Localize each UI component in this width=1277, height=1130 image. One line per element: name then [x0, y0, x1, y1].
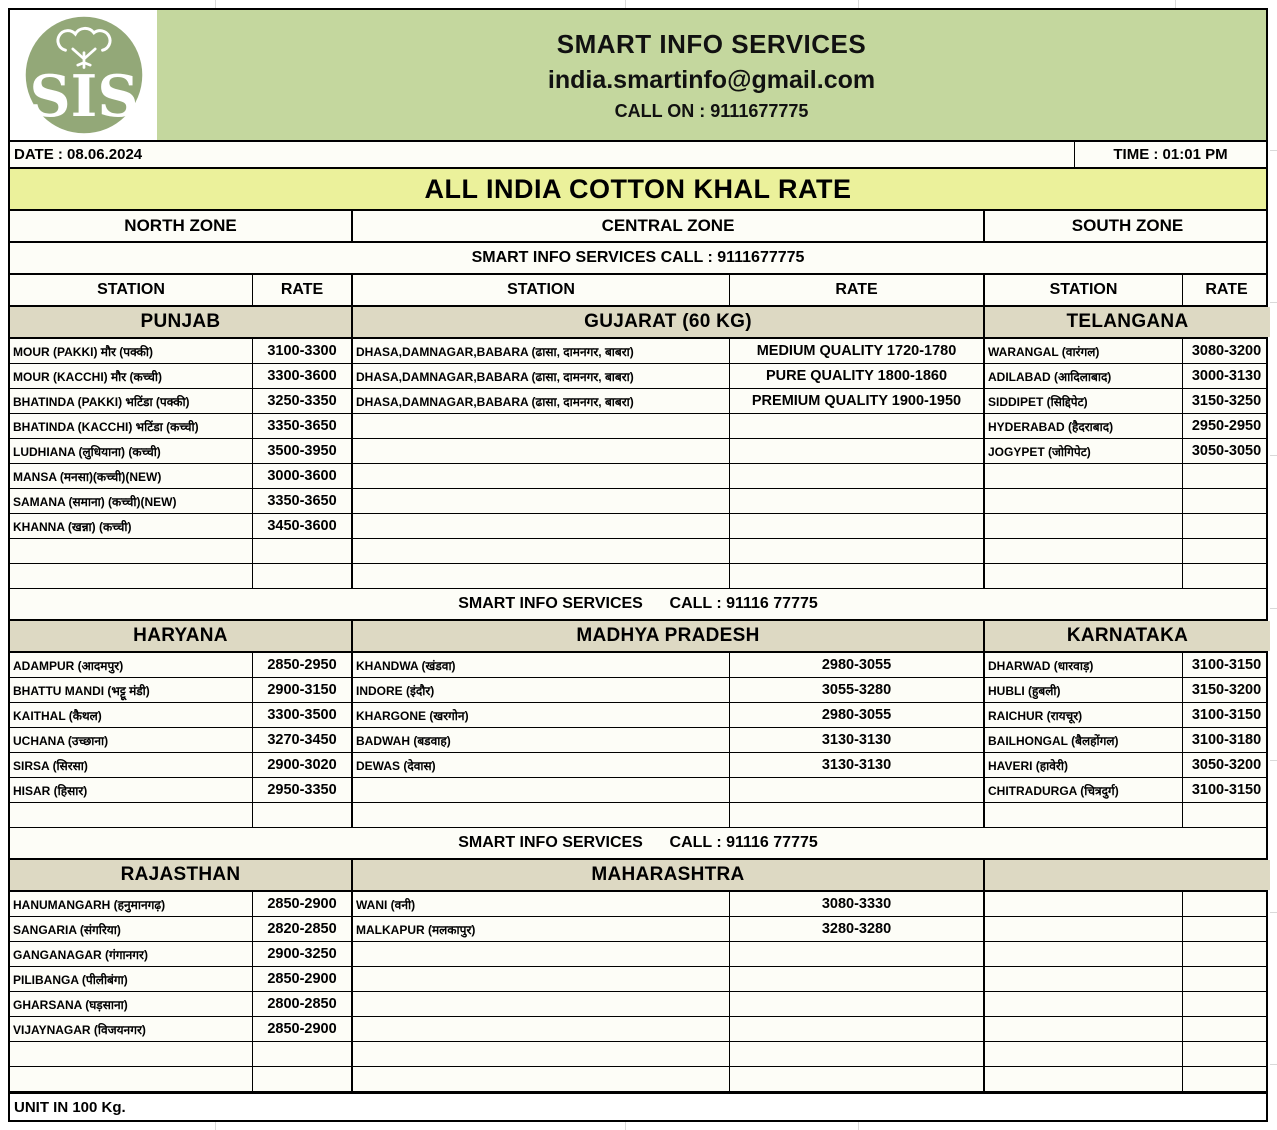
- rate-cell: [729, 803, 983, 827]
- rate-cell: 2950-3350: [252, 778, 351, 802]
- table-row: [10, 1067, 1266, 1092]
- section-title: PUNJAB: [10, 307, 351, 337]
- section-title: GUJARAT (60 KG): [351, 307, 983, 337]
- rate-cell: 3100-3150: [1182, 653, 1270, 677]
- section-header-row: [10, 621, 1266, 653]
- station-cell: KHANNA (खन्ना) (कच्ची): [13, 519, 132, 534]
- station-cell: DEWAS (देवास): [351, 753, 729, 777]
- rate-cell: [1182, 892, 1270, 916]
- rate-cell: [729, 1067, 983, 1091]
- company-banner: [10, 10, 1266, 142]
- station-cell: SAMANA (समाना) (कच्ची)(NEW): [13, 494, 177, 509]
- rate-cell: MEDIUM QUALITY 1720-1780: [729, 339, 983, 363]
- rate-cell: [729, 564, 983, 588]
- section-title: TELANGANA: [983, 307, 1270, 337]
- station-cell: [351, 564, 729, 588]
- station-cell: HUBLI (हुबली): [983, 678, 1182, 702]
- station-cell: [983, 514, 1182, 538]
- station-cell: INDORE (इंदौर): [351, 678, 729, 702]
- station-cell: DHARWAD (धारवाड़): [983, 653, 1182, 677]
- col-header-station: STATION: [97, 281, 165, 298]
- rate-cell: 3080-3330: [729, 892, 983, 916]
- rate-cell: 3350-3650: [252, 414, 351, 438]
- station-cell: [983, 464, 1182, 488]
- services-call-banner: SMART INFO SERVICES CALL : 91116 77775: [10, 589, 1266, 621]
- rate-cell: 3050-3050: [1182, 439, 1270, 463]
- company-email: india.smartinfo@gmail.com: [547, 65, 876, 94]
- rate-cell: [252, 803, 351, 827]
- station-cell: BADWAH (बडवाह): [351, 728, 729, 752]
- time-label: TIME : 01:01 PM: [1074, 142, 1266, 167]
- rate-cell: 3130-3130: [729, 753, 983, 777]
- col-header-station: STATION: [351, 275, 729, 305]
- rate-cell: [1182, 992, 1270, 1016]
- rate-cell: [1182, 803, 1270, 827]
- table-row: [10, 917, 1266, 942]
- company-phone: CALL ON : 9111677775: [614, 100, 809, 121]
- rate-cell: PREMIUM QUALITY 1900-1950: [729, 389, 983, 413]
- rate-cell: 3300-3500: [252, 703, 351, 727]
- station-cell: [10, 1067, 252, 1091]
- station-cell: DHASA,DAMNAGAR,BABARA (ढासा, दामनगर, बाबरा): [351, 389, 729, 413]
- table-row: [10, 489, 1266, 514]
- rate-cell: 3100-3150: [1182, 703, 1270, 727]
- station-cell: [351, 414, 729, 438]
- zone-north: NORTH ZONE: [124, 216, 237, 235]
- table-row: [10, 992, 1266, 1017]
- section-title: HARYANA: [10, 621, 351, 651]
- station-cell: MANSA (मनसा)(कच्ची)(NEW): [13, 469, 162, 484]
- station-cell: MOUR (PAKKI) मौर (पक्की): [13, 344, 153, 359]
- rate-cell: 3055-3280: [729, 678, 983, 702]
- rate-cell: [252, 539, 351, 563]
- station-cell: MOUR (KACCHI) मौर (कच्ची): [13, 369, 162, 384]
- station-cell: [351, 489, 729, 513]
- table-row: [10, 703, 1266, 728]
- section-title: KARNATAKA: [983, 621, 1270, 651]
- rate-cell: 3000-3130: [1182, 364, 1270, 388]
- table-row: [10, 967, 1266, 992]
- column-header-row: [10, 275, 1266, 307]
- zone-header-row: [10, 211, 1266, 243]
- rate-cell: 3300-3600: [252, 364, 351, 388]
- rate-cell: 3100-3150: [1182, 778, 1270, 802]
- station-cell: SIRSA (सिरसा): [13, 758, 88, 773]
- station-cell: CHITRADURGA (चित्रदुर्ग): [983, 778, 1182, 802]
- station-cell: GHARSANA (घड़साना): [13, 997, 128, 1012]
- table-row: [10, 464, 1266, 489]
- station-cell: [10, 564, 252, 588]
- rate-cell: [729, 464, 983, 488]
- station-cell: [351, 514, 729, 538]
- rate-cell: 2800-2850: [252, 992, 351, 1016]
- station-cell: [10, 1042, 252, 1066]
- rate-cell: 3270-3450: [252, 728, 351, 752]
- station-cell: [983, 892, 1182, 916]
- table-row: [10, 1042, 1266, 1067]
- station-cell: DHASA,DAMNAGAR,BABARA (ढासा, दामनगर, बाबरा): [351, 339, 729, 363]
- station-cell: [983, 942, 1182, 966]
- station-cell: PILIBANGA (पीलीबंगा): [13, 972, 128, 987]
- rate-cell: [729, 778, 983, 802]
- table-row: [10, 539, 1266, 564]
- rate-cell: [729, 539, 983, 563]
- company-name: SMART INFO SERVICES: [556, 28, 867, 59]
- station-cell: UCHANA (उच्छाना): [13, 733, 109, 748]
- station-cell: KHANDWA (खंडवा): [351, 653, 729, 677]
- section-title: MAHARASHTRA: [351, 860, 983, 890]
- station-cell: [351, 1042, 729, 1066]
- rate-cell: [729, 514, 983, 538]
- station-cell: HANUMANGARH (हनुमानगढ़): [13, 897, 166, 912]
- station-cell: [983, 489, 1182, 513]
- table-row: [10, 728, 1266, 753]
- rate-sheet: [8, 8, 1268, 1122]
- date-time-row: [10, 142, 1266, 167]
- rate-cell: 3080-3200: [1182, 339, 1270, 363]
- rate-cell: [729, 992, 983, 1016]
- rate-cell: [1182, 539, 1270, 563]
- date-label: DATE : 08.06.2024: [14, 146, 143, 163]
- rate-cell: [729, 489, 983, 513]
- station-cell: VIJAYNAGAR (विजयनगर): [13, 1022, 146, 1037]
- station-cell: [351, 803, 729, 827]
- table-row: [10, 678, 1266, 703]
- rate-cell: 2900-3020: [252, 753, 351, 777]
- station-cell: MALKAPUR (मलकापुर): [351, 917, 729, 941]
- table-row: [10, 339, 1266, 364]
- col-header-rate: RATE: [252, 275, 351, 305]
- zone-south: SOUTH ZONE: [983, 211, 1270, 241]
- rate-cell: [252, 1067, 351, 1091]
- rate-cell: 3450-3600: [252, 514, 351, 538]
- station-cell: [983, 564, 1182, 588]
- station-cell: BAILHONGAL (बैलहोंगल): [983, 728, 1182, 752]
- station-cell: RAICHUR (रायचूर): [983, 703, 1182, 727]
- station-cell: [983, 967, 1182, 991]
- rate-cell: [1182, 464, 1270, 488]
- station-cell: [983, 917, 1182, 941]
- rate-cell: [1182, 917, 1270, 941]
- station-cell: KHARGONE (खरगोन): [351, 703, 729, 727]
- station-cell: [351, 1067, 729, 1091]
- table-row: [10, 778, 1266, 803]
- table-row: [10, 564, 1266, 589]
- rate-cell: 3150-3250: [1182, 389, 1270, 413]
- section-header-row: [10, 307, 1266, 339]
- section-header-row: [10, 860, 1266, 892]
- station-cell: KAITHAL (कैथल): [13, 708, 102, 723]
- table-row: [10, 439, 1266, 464]
- station-cell: HISAR (हिसार): [13, 783, 88, 798]
- rate-cell: 2900-3150: [252, 678, 351, 702]
- rate-cell: [729, 967, 983, 991]
- rate-cell: [1182, 1042, 1270, 1066]
- rate-cell: 3280-3280: [729, 917, 983, 941]
- station-cell: BHATINDA (KACCHI) भटिंडा (कच्ची): [13, 419, 199, 434]
- rate-cell: [729, 1042, 983, 1066]
- col-header-rate: RATE: [729, 275, 983, 305]
- station-cell: ADILABAD (आदिलाबाद): [983, 364, 1182, 388]
- station-cell: GANGANAGAR (गंगानगर): [13, 947, 148, 962]
- station-cell: [351, 439, 729, 463]
- station-cell: [10, 539, 252, 563]
- rate-table-blocks: [10, 307, 1266, 1092]
- station-cell: [351, 942, 729, 966]
- rate-cell: 3250-3350: [252, 389, 351, 413]
- rate-cell: [1182, 489, 1270, 513]
- station-cell: [351, 1017, 729, 1041]
- station-cell: [10, 803, 252, 827]
- rate-cell: 2980-3055: [729, 703, 983, 727]
- section-title: RAJASTHAN: [10, 860, 351, 890]
- station-cell: [983, 539, 1182, 563]
- station-cell: [351, 778, 729, 802]
- rate-cell: 2850-2900: [252, 892, 351, 916]
- station-cell: [351, 967, 729, 991]
- rate-cell: 3500-3950: [252, 439, 351, 463]
- rate-cell: [1182, 942, 1270, 966]
- table-row: [10, 892, 1266, 917]
- rate-cell: [1182, 1067, 1270, 1091]
- station-cell: [983, 1017, 1182, 1041]
- services-call-banner: SMART INFO SERVICES CALL : 9111677775: [10, 243, 1266, 275]
- services-call-banner: SMART INFO SERVICES CALL : 91116 77775: [10, 828, 1266, 860]
- rate-cell: [729, 414, 983, 438]
- station-cell: [983, 803, 1182, 827]
- company-info: [157, 10, 1266, 140]
- table-row: [10, 364, 1266, 389]
- station-cell: HAVERI (हावेरी): [983, 753, 1182, 777]
- station-cell: [983, 1067, 1182, 1091]
- svg-text:SIS: SIS: [28, 62, 139, 130]
- zone-central: CENTRAL ZONE: [351, 211, 983, 241]
- rate-cell: 2820-2850: [252, 917, 351, 941]
- table-row: [10, 514, 1266, 539]
- rate-cell: 2950-2950: [1182, 414, 1270, 438]
- station-cell: BHATTU MANDI (भट्टू मंडी): [13, 683, 150, 698]
- station-cell: LUDHIANA (लुधियाना) (कच्ची): [13, 444, 161, 459]
- station-cell: DHASA,DAMNAGAR,BABARA (ढासा, दामनगर, बाबरा): [351, 364, 729, 388]
- rate-cell: 2850-2950: [252, 653, 351, 677]
- table-row: [10, 753, 1266, 778]
- rate-cell: 2850-2900: [252, 1017, 351, 1041]
- station-cell: [983, 1042, 1182, 1066]
- rate-cell: [1182, 1017, 1270, 1041]
- station-cell: [351, 464, 729, 488]
- station-cell: [351, 992, 729, 1016]
- rate-cell: [252, 1042, 351, 1066]
- rate-cell: 3000-3600: [252, 464, 351, 488]
- col-header-station: STATION: [983, 275, 1182, 305]
- table-row: [10, 653, 1266, 678]
- rate-cell: [252, 564, 351, 588]
- station-cell: JOGYPET (जोगिपेट): [983, 439, 1182, 463]
- rate-cell: [1182, 514, 1270, 538]
- table-row: [10, 414, 1266, 439]
- station-cell: WANI (वनी): [351, 892, 729, 916]
- table-row: [10, 389, 1266, 414]
- station-cell: BHATINDA (PAKKI) भटिंडा (पक्की): [13, 394, 190, 409]
- station-cell: [983, 992, 1182, 1016]
- rate-cell: 3050-3200: [1182, 753, 1270, 777]
- rate-cell: [729, 439, 983, 463]
- rate-cell: 2850-2900: [252, 967, 351, 991]
- rate-cell: [729, 1017, 983, 1041]
- section-title: MADHYA PRADESH: [351, 621, 983, 651]
- unit-note: UNIT IN 100 Kg.: [10, 1092, 1266, 1120]
- rate-cell: 3100-3180: [1182, 728, 1270, 752]
- rate-cell: 3350-3650: [252, 489, 351, 513]
- station-cell: SIDDIPET (सिद्दिपेट): [983, 389, 1182, 413]
- rate-cell: 2980-3055: [729, 653, 983, 677]
- rate-cell: 3130-3130: [729, 728, 983, 752]
- table-row: [10, 942, 1266, 967]
- rate-cell: PURE QUALITY 1800-1860: [729, 364, 983, 388]
- table-row: [10, 803, 1266, 828]
- rate-cell: [1182, 564, 1270, 588]
- page-title: ALL INDIA COTTON KHAL RATE: [10, 167, 1266, 211]
- table-row: [10, 1017, 1266, 1042]
- station-cell: WARANGAL (वारंगल): [983, 339, 1182, 363]
- col-header-rate: RATE: [1182, 275, 1270, 305]
- rate-cell: 2900-3250: [252, 942, 351, 966]
- station-cell: [351, 539, 729, 563]
- rate-cell: [729, 942, 983, 966]
- station-cell: SANGARIA (संगरिया): [13, 922, 121, 937]
- rate-cell: 3100-3300: [252, 339, 351, 363]
- rate-cell: [1182, 967, 1270, 991]
- section-title: [983, 860, 1270, 890]
- company-logo: [10, 10, 157, 140]
- sis-logo-icon: [22, 13, 146, 137]
- station-cell: ADAMPUR (आदमपुर): [13, 658, 124, 673]
- station-cell: HYDERABAD (हैदराबाद): [983, 414, 1182, 438]
- rate-cell: 3150-3200: [1182, 678, 1270, 702]
